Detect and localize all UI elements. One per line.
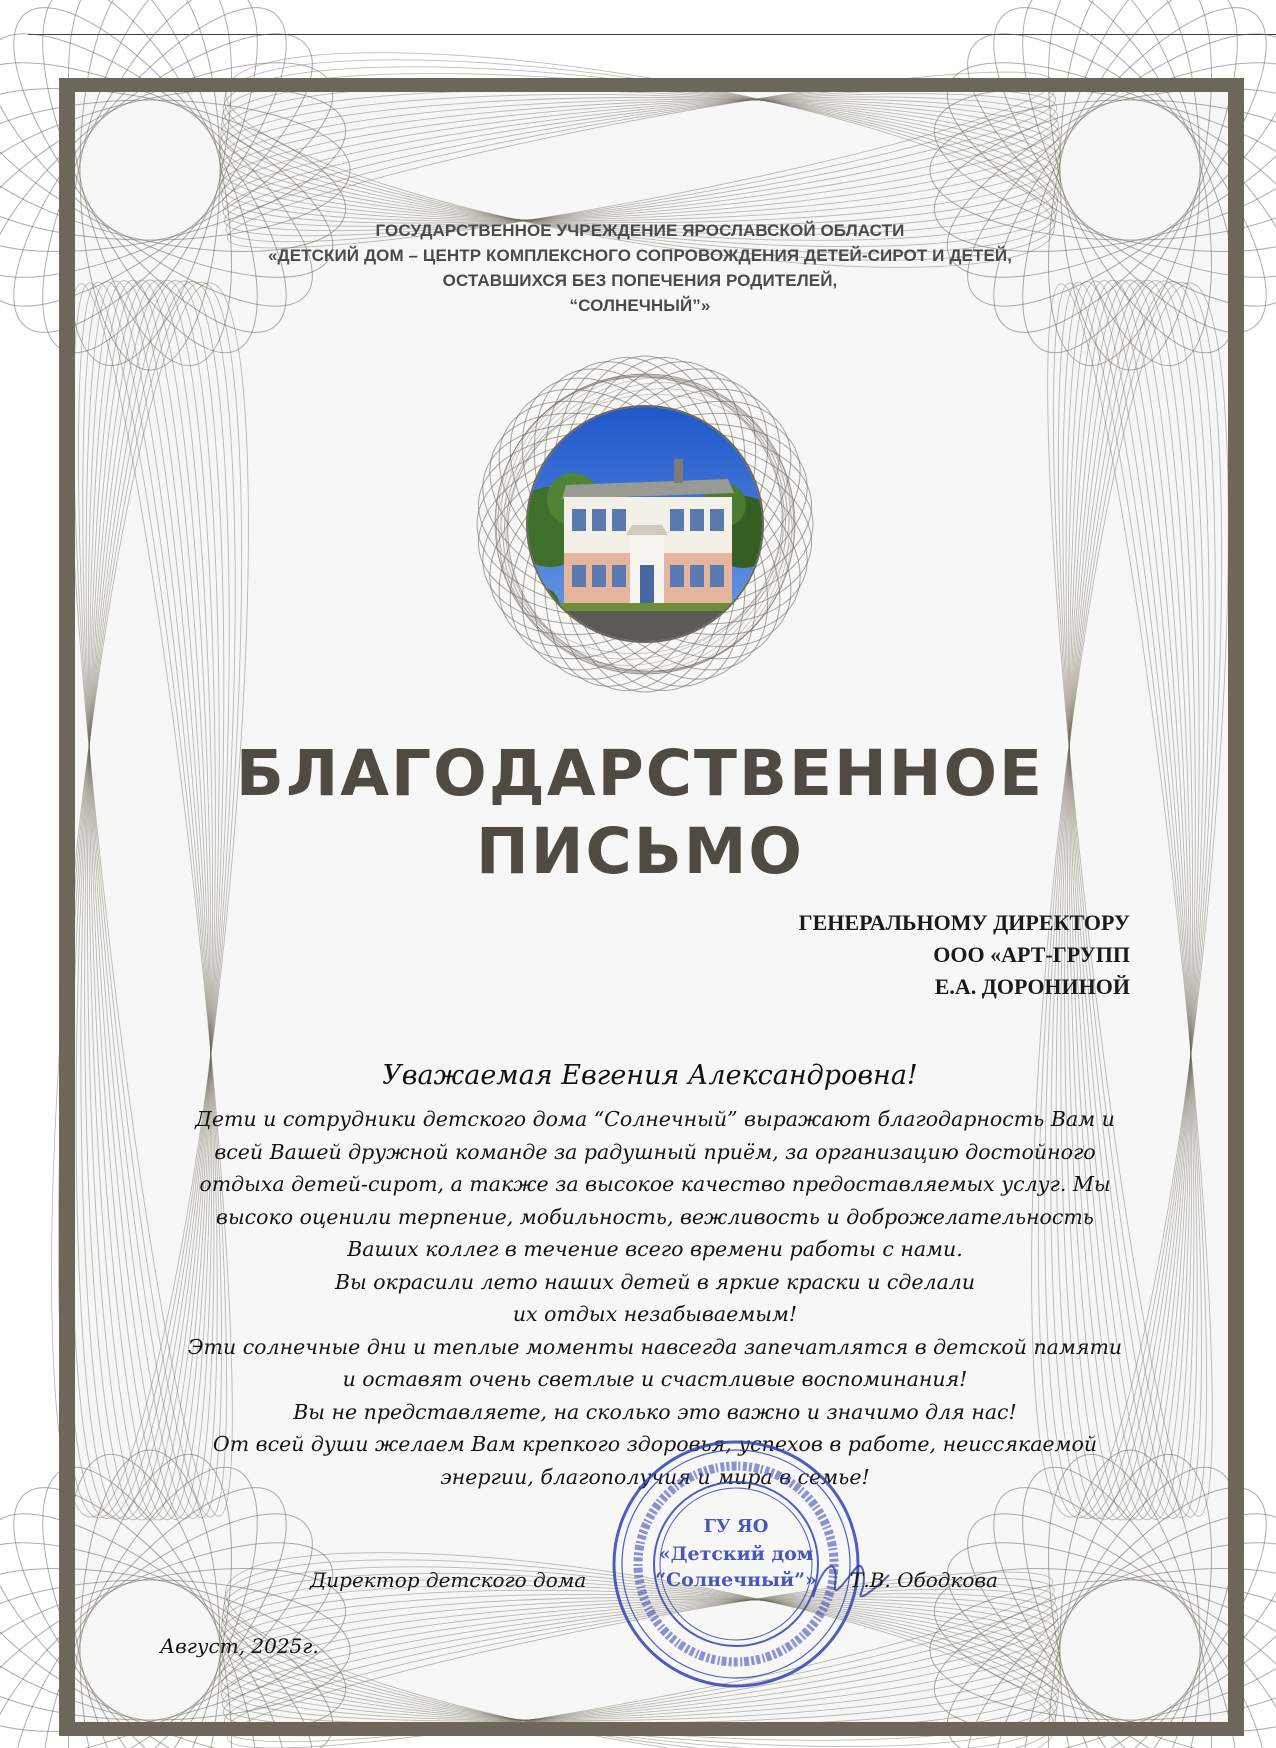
addressee-line: ООО «АРТ-ГРУПП xyxy=(933,942,1130,967)
header-line: “СОЛНЕЧНЫЙ”» xyxy=(569,296,711,315)
header-line: ОСТАВШИХСЯ БЕЗ ПОПЕЧЕНИЯ РОДИТЕЛЕЙ, xyxy=(442,271,838,290)
body-line: отдыха детей-сирот, а также за высокое качество предоставляемых услуг. Мы xyxy=(199,1172,1111,1196)
guilloche-loop xyxy=(220,98,1060,223)
stamp-line: ГУ ЯО xyxy=(703,1516,769,1537)
stamp-line: «Детский дом xyxy=(658,1543,814,1565)
signature-label: Директор детского дома xyxy=(310,1568,587,1592)
body-line: Эти солнечные дни и теплые моменты навсегда запечатлятся в детской памяти xyxy=(187,1334,1123,1359)
header-line: «ДЕТСКИЙ ДОМ – ЦЕНТР КОМПЛЕКСНОГО СОПРОВОЖДЕНИЯ ДЕТЕЙ-СИРОТ И ДЕТЕЙ, xyxy=(267,246,1013,265)
body-line: От всей души желаем Вам крепкого здоровья, успехов в работе, неиссякаемой xyxy=(212,1432,1098,1456)
stamp-line: “Солнечный”» xyxy=(655,1569,817,1591)
body-line: Дети и сотрудники детского дома “Солнечный” выражают благодарность Вам и xyxy=(195,1107,1115,1131)
body-line: энергии, благополучия и мира в семье! xyxy=(440,1464,870,1489)
guilloche-loop xyxy=(0,1471,350,1748)
body-line: Ваших коллег в течение всего времени работы с нами. xyxy=(347,1237,963,1261)
body-line: Вы окрасили лето наших детей в яркие краски и сделали xyxy=(334,1269,976,1294)
guilloche-loop xyxy=(0,1500,361,1748)
body-line: высоко оценили терпение, мобильность, вежливость и доброжелательность xyxy=(216,1204,1094,1229)
greeting: Уважаемая Евгения Александровна! xyxy=(382,1060,918,1091)
body-line: всей Вашей дружной команде за радушный приём, за организацию достойного xyxy=(214,1139,1096,1164)
body-line: их отдых незабываемым! xyxy=(512,1302,798,1326)
header-line: ГОСУДАРСТВЕННОЕ УЧРЕЖДЕНИЕ ЯРОСЛАВСКОЙ ОБЛАСТИ xyxy=(375,221,905,240)
title-line: ПИСЬМО xyxy=(476,815,804,888)
addressee-line: ГЕНЕРАЛЬНОМУ ДИРЕКТОРУ xyxy=(798,910,1130,935)
addressee-line: Е.А. ДОРОНИНОЙ xyxy=(934,974,1130,999)
title-line: БЛАГОДАРСТВЕННОЕ xyxy=(235,737,1045,810)
body-line: и оставят очень светлые и счастливые воспоминания! xyxy=(342,1367,968,1391)
guilloche-loop xyxy=(37,0,262,381)
guilloche-loop xyxy=(37,0,262,381)
document-title xyxy=(140,735,1140,891)
document-date: Август, 2025г. xyxy=(160,1634,319,1658)
addressee-block xyxy=(799,907,1130,1003)
guilloche-loop xyxy=(919,1500,1276,1748)
organization-header xyxy=(240,218,1040,318)
signatory-name: Т.В. Ободкова xyxy=(850,1568,998,1592)
body-line: Вы не представляете, на сколько это важно и значимо для нас! xyxy=(293,1399,1017,1424)
building-photo xyxy=(526,405,764,643)
guilloche-loop xyxy=(0,1471,350,1748)
